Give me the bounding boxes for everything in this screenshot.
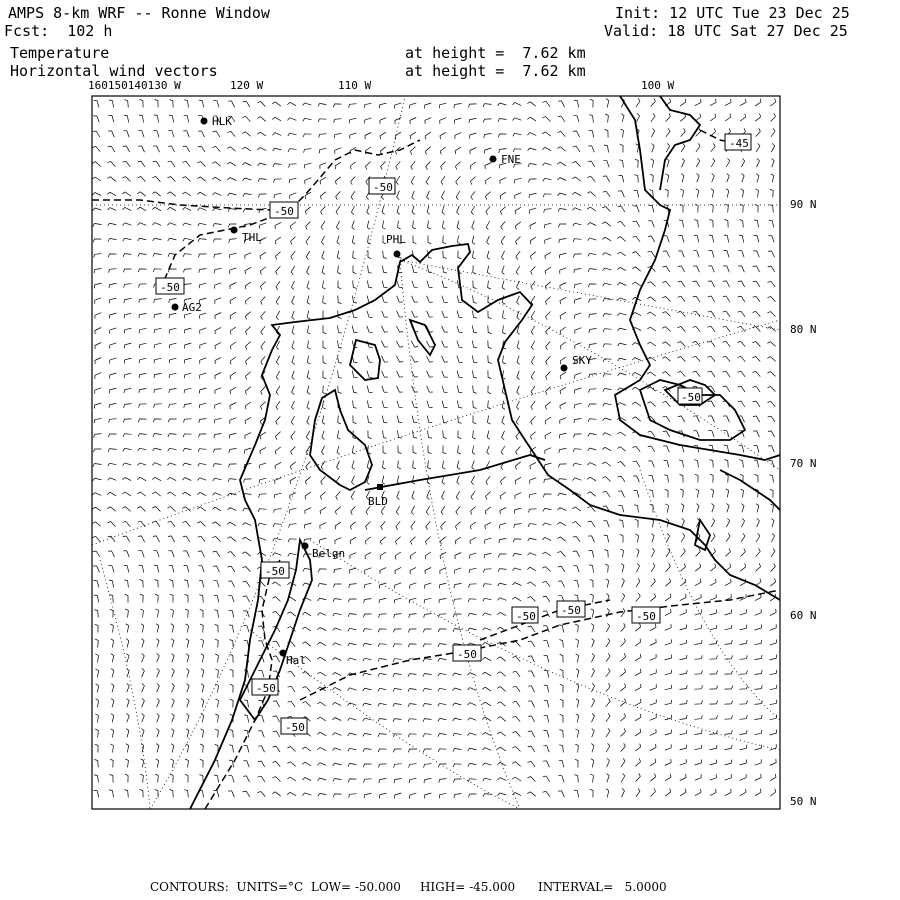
svg-text:THL: THL: [242, 231, 262, 244]
svg-text:Belgn: Belgn: [312, 547, 346, 560]
contour-label: [557, 601, 585, 617]
svg-text:SKY: SKY: [572, 354, 592, 367]
field-temperature: Temperature: [10, 44, 110, 62]
svg-text:-50: -50: [636, 610, 656, 623]
svg-text:-45: -45: [729, 137, 749, 150]
lon-label-160-130: 160150140130 W: [88, 79, 181, 92]
map-frame: [92, 96, 780, 809]
valid-time: Valid: 18 UTC Sat 27 Dec 25: [604, 22, 848, 40]
contour-label: [281, 718, 307, 734]
contour-value-labels: [156, 134, 751, 734]
station-ag2: [172, 301, 202, 314]
contour-label: [725, 134, 751, 150]
contour-label: [270, 202, 298, 218]
forecast-hour: Fcst: 102 h: [4, 22, 113, 40]
contour-label: [453, 645, 481, 661]
svg-text:PHL: PHL: [386, 233, 406, 246]
lat-label-90: 90 N: [790, 198, 817, 211]
svg-text:-50: -50: [561, 604, 581, 617]
graticule: [92, 96, 780, 809]
contour-label: [512, 607, 538, 623]
lon-label-120: 120 W: [230, 79, 264, 92]
map-title: AMPS 8-km WRF -- Ronne Window: [8, 4, 270, 22]
station-sky: [561, 354, 593, 372]
init-time: Init: 12 UTC Tue 23 Dec 25: [615, 4, 850, 22]
lat-label-80: 80 N: [790, 323, 817, 336]
svg-text:-50: -50: [160, 281, 180, 294]
svg-text:Hal: Hal: [286, 654, 306, 667]
svg-text:-50: -50: [457, 648, 477, 661]
contour-label: [369, 178, 395, 194]
contour-label: [632, 607, 660, 623]
station-bld: [368, 484, 388, 508]
svg-text:-50: -50: [265, 565, 285, 578]
svg-text:BLD: BLD: [368, 495, 388, 508]
longitude-labels: [88, 79, 674, 92]
contour-info-footer: CONTOURS: UNITS=°C LOW= -50.000 HIGH= -45.000 INTERVAL= 5.0000: [150, 880, 667, 894]
temperature-contours: [92, 130, 780, 809]
lon-label-110: 110 W: [338, 79, 372, 92]
lon-label-100: 100 W: [641, 79, 675, 92]
station-phl: [386, 233, 406, 258]
height-temperature: at height = 7.62 km: [405, 44, 586, 62]
svg-text:-50: -50: [256, 682, 276, 695]
svg-text:-50: -50: [274, 205, 294, 218]
station-thl: [231, 227, 263, 245]
latitude-labels: [790, 198, 817, 808]
height-wind: at height = 7.62 km: [405, 62, 586, 80]
svg-text:-50: -50: [373, 181, 393, 194]
lat-label-50: 50 N: [790, 795, 817, 808]
contour-label: [678, 388, 702, 404]
contour-label: [156, 278, 184, 294]
svg-text:HLK: HLK: [212, 115, 232, 128]
svg-text:FNE: FNE: [501, 153, 521, 166]
station-fne: [490, 153, 521, 166]
contour-label: [252, 679, 278, 695]
lat-label-60: 60 N: [790, 609, 817, 622]
field-wind: Horizontal wind vectors: [10, 62, 218, 80]
station-hlk: [201, 115, 233, 128]
svg-text:-50: -50: [681, 391, 701, 404]
lat-label-70: 70 N: [790, 457, 817, 470]
svg-text:AG2: AG2: [182, 301, 202, 314]
contour-label: [261, 562, 289, 578]
svg-text:-50: -50: [285, 721, 305, 734]
wind-vector-field: [92, 98, 777, 798]
svg-text:-50: -50: [516, 610, 536, 623]
